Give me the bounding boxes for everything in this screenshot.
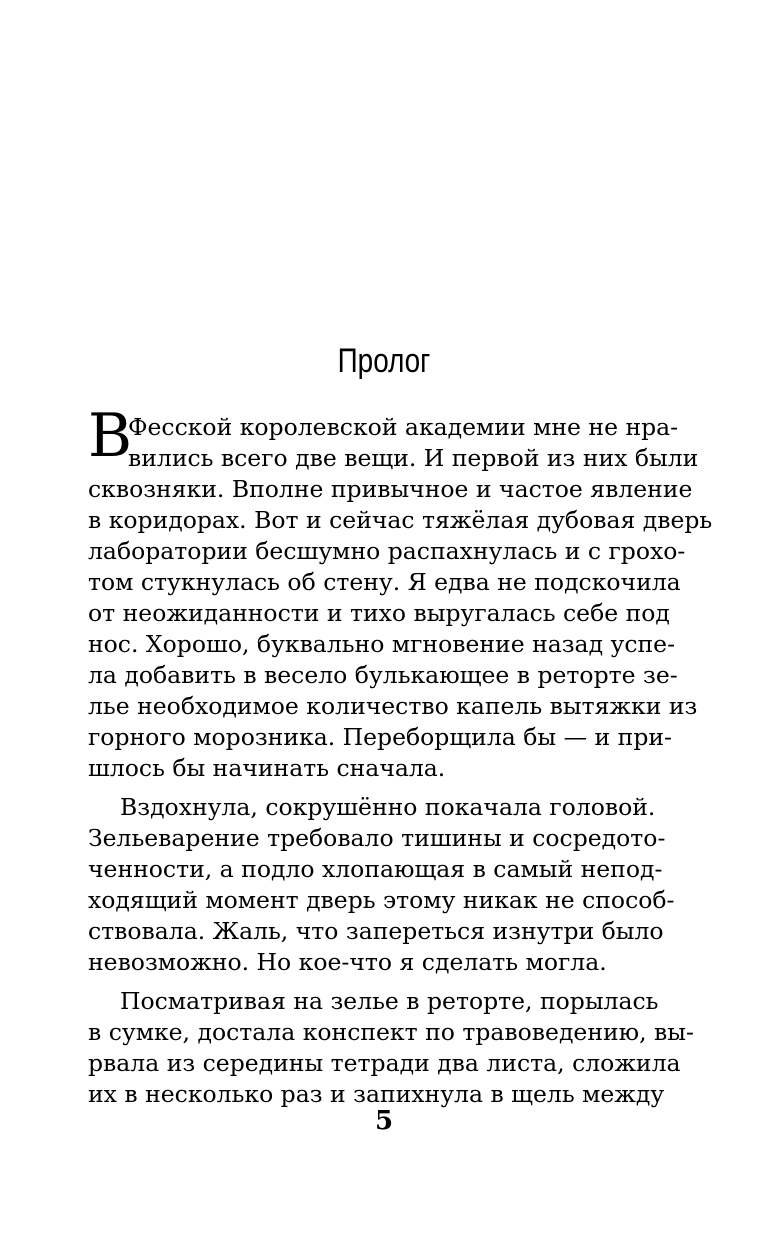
text-line: в коридорах. Вот и сейчас тяжёлая дубовая дверь: [88, 506, 713, 534]
text-line: лаборатории бесшумно распахнулась и с грохо-: [88, 537, 686, 565]
drop-cap: В: [88, 401, 133, 471]
text-line: вились всего две вещи. И первой из них были: [128, 444, 699, 472]
text-line: рвала из середины тетради два листа, сложила: [88, 1049, 681, 1077]
text-line: шлось бы начинать сначала.: [88, 754, 446, 782]
text-line: том стукнулась об стену. Я едва не подскочила: [88, 568, 681, 596]
paragraph-3: [88, 986, 694, 1110]
text-line: от неожиданности и тихо выругалась себе под: [88, 599, 670, 627]
page-number: 5: [374, 1106, 394, 1136]
text-line: ствовала. Жаль, что запереться изнутри было: [88, 917, 664, 945]
text-line: Зельеварение требовало тишины и сосредото-: [88, 824, 666, 852]
text-line: Вздохнула, сокрушённо покачала головой.: [120, 793, 656, 821]
text-line: сквозняки. Вполне привычное и частое явление: [88, 475, 693, 503]
paragraph-2: [88, 792, 675, 978]
paragraph-1: [88, 401, 713, 784]
body-text: [88, 401, 713, 1110]
text-line: Посматривая на зелье в реторте, порылась: [120, 987, 659, 1015]
text-line: их в несколько раз и запихнула в щель между: [88, 1080, 665, 1108]
text-line: в сумке, достала конспект по травоведению, вы-: [88, 1018, 694, 1046]
text-line: Фесской королевской академии мне не нра-: [128, 413, 679, 441]
text-line: невозможно. Но кое-что я сделать могла.: [88, 948, 607, 976]
text-line: ченности, а подло хлопающая в самый непод-: [88, 855, 663, 883]
text-line: лье необходимое количество капель вытяжки из: [88, 692, 698, 720]
text-line: нос. Хорошо, буквально мгновение назад успе-: [88, 630, 676, 658]
text-line: горного морозника. Переборщила бы — и при-: [88, 723, 672, 751]
chapter-title: Пролог: [337, 342, 431, 380]
text-line: ла добавить в весело булькающее в реторте зе-: [88, 661, 678, 689]
text-line: ходящий момент дверь этому никак не способ-: [88, 886, 675, 914]
